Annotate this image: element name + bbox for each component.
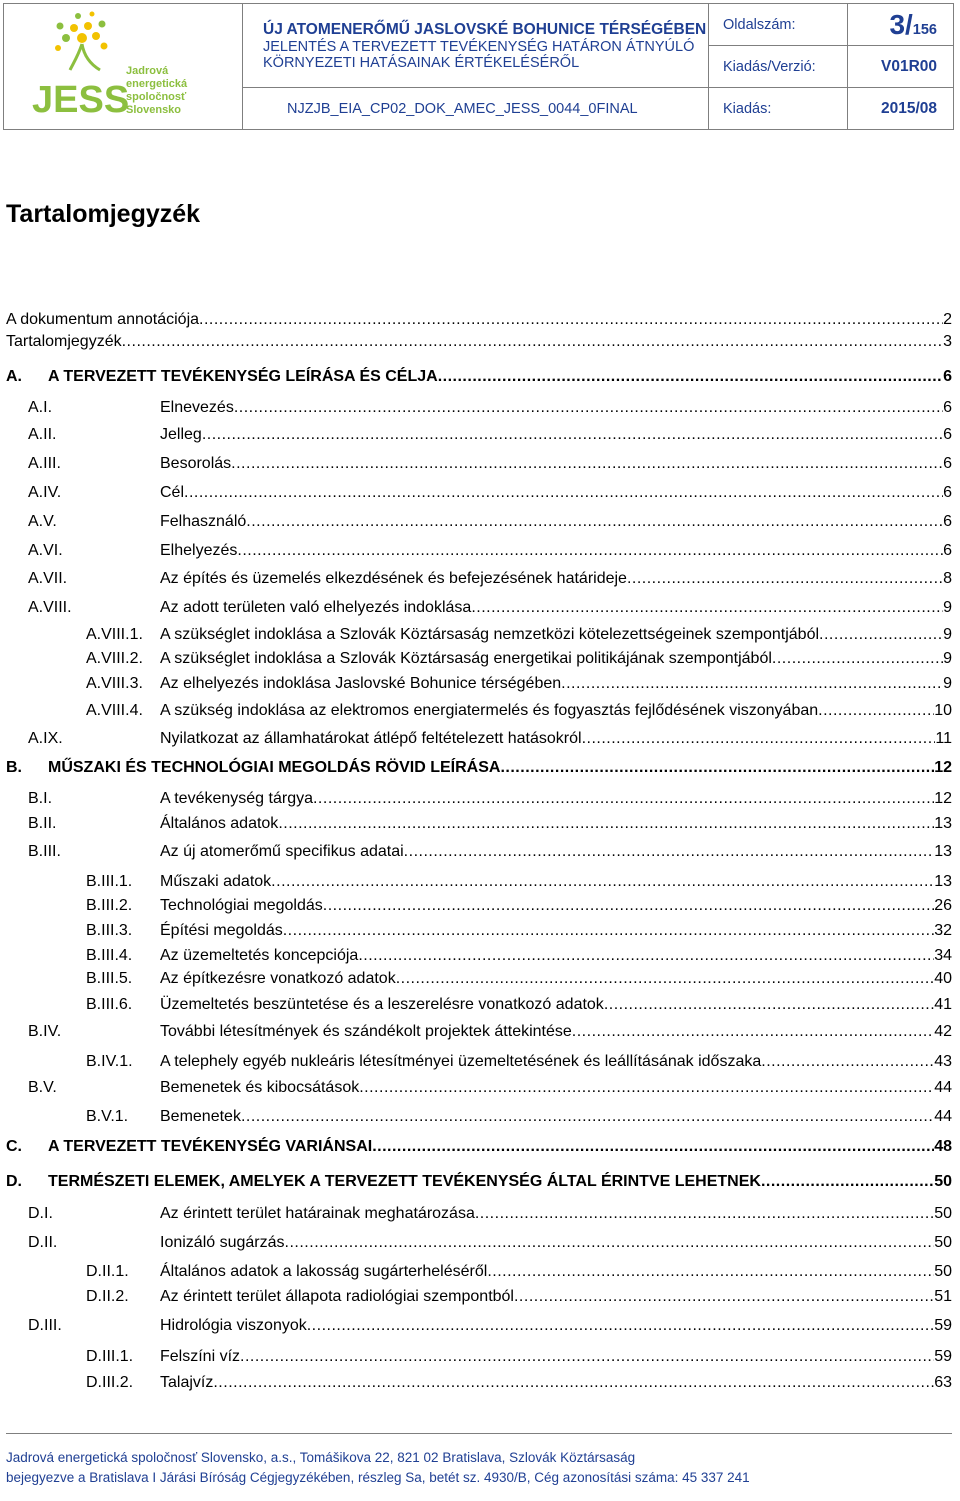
toc-entry-title: Az üzemeltetés koncepciója: [160, 947, 359, 964]
toc-entry-number: A.I.: [28, 399, 53, 416]
toc-entry-title: Bemenetek: [160, 1108, 241, 1125]
toc-entry-title: A TERVEZETT TEVÉKENYSÉG VARIÁNSAI: [48, 1138, 373, 1155]
toc-entry-number: D.: [6, 1173, 22, 1190]
toc-dot-leader: [500, 759, 934, 777]
toc-entry-page: 48: [934, 1138, 952, 1155]
toc-entry-title: Műszaki adatok: [160, 873, 272, 890]
toc-entry-number: B.III.3.: [86, 922, 133, 939]
toc-entry[interactable]: [86, 873, 952, 895]
logo-wordmark: [32, 65, 188, 121]
toc-entry-title: A telephely egyéb nukleáris létesítményei üzemeltetésének és leállításának időszaka: [160, 1053, 762, 1070]
toc-entry[interactable]: [28, 790, 952, 812]
page-label: Oldalszám:: [709, 4, 848, 46]
toc-entry[interactable]: [6, 333, 952, 355]
toc-dot-leader: [514, 1288, 934, 1306]
toc-entry-number: A.VI.: [28, 542, 63, 559]
toc-entry-number: D.II.: [28, 1234, 58, 1251]
toc-entry-number: A.VII.: [28, 570, 68, 587]
toc-entry-number: A.: [6, 368, 22, 385]
toc-dot-leader: [471, 599, 943, 617]
toc-dot-leader: [234, 399, 943, 417]
toc-entry-title: Nyilatkozat az államhatárokat átlépő feltételezett hatásokról: [160, 730, 582, 747]
document-code: NJZJB_EIA_CP02_DOK_AMEC_JESS_0044_0FINAL: [243, 88, 709, 130]
page-number: 3/156: [848, 4, 954, 46]
toc-entry-title: Felhasználó: [160, 513, 247, 530]
toc-entry[interactable]: [6, 311, 952, 333]
toc-entry-title: A szükséglet indoklása a Szlovák Köztársaság nemzetközi kötelezettségeinek szempontjából: [160, 626, 820, 643]
toc-entry-page: 59: [934, 1348, 952, 1365]
toc-entry[interactable]: [28, 1205, 952, 1227]
toc-entry[interactable]: [86, 970, 952, 992]
toc-entry-number: A.VIII.1.: [86, 626, 143, 643]
toc-entry-page: 12: [934, 790, 952, 807]
toc-dot-leader: [372, 1138, 934, 1156]
toc-entry-page: 9: [943, 626, 952, 643]
toc-entry-number: A.VIII.2.: [86, 650, 143, 667]
toc-entry-number: C.: [6, 1138, 22, 1155]
toc-entry-number: B.III.: [28, 843, 61, 860]
toc-entry-title: Az érintett terület állapota radiológiai szempontból: [160, 1288, 514, 1305]
toc-dot-leader: [404, 843, 935, 861]
revision-value: V01R00: [848, 46, 954, 88]
toc-entry-number: A.III.: [28, 455, 61, 472]
toc-entry-number: A.VIII.: [28, 599, 72, 616]
toc-dot-leader: [396, 970, 935, 988]
toc-entry[interactable]: [28, 730, 952, 752]
toc-entry[interactable]: [28, 1023, 952, 1045]
toc-entry-number: B.III.4.: [86, 947, 133, 964]
toc-entry-number: B.III.6.: [86, 996, 133, 1013]
toc-entry-page: 2: [943, 311, 952, 328]
toc-dot-leader: [184, 484, 943, 502]
toc-entry-number: B.IV.: [28, 1023, 62, 1040]
toc-entry-title: A TERVEZETT TEVÉKENYSÉG LEÍRÁSA ÉS CÉLJA: [48, 368, 438, 385]
toc-entry[interactable]: [28, 542, 952, 564]
toc-dot-leader: [240, 1348, 934, 1366]
toc-entry-number: D.III.1.: [86, 1348, 134, 1365]
toc-entry[interactable]: [28, 815, 952, 837]
toc-dot-leader: [278, 815, 934, 833]
toc-entry[interactable]: [86, 1108, 952, 1130]
logo-cell: [4, 4, 243, 130]
toc-entry[interactable]: [6, 368, 952, 390]
toc-dot-leader: [561, 675, 943, 693]
report-title-line2: JELENTÉS A TERVEZETT TEVÉKENYSÉG HATÁRON ÁTNYÚLÓ: [263, 38, 695, 55]
toc-entry-page: 34: [934, 947, 952, 964]
toc-entry-title: Tartalomjegyzék: [6, 333, 122, 350]
toc-entry-page: 13: [934, 815, 952, 832]
toc-entry-page: 6: [943, 455, 952, 472]
toc-entry-number: D.III.2.: [86, 1374, 134, 1391]
toc-entry-title: További létesítmények és szándékolt projektek áttekintése: [160, 1023, 572, 1040]
toc-entry-page: 10: [934, 702, 952, 719]
toc-dot-leader: [285, 1234, 935, 1252]
svg-text:Slovensko: Slovensko: [126, 104, 182, 116]
svg-text:spoločnosť: spoločnosť: [126, 91, 187, 103]
toc-dot-leader: [761, 1053, 934, 1071]
toc-entry-number: B.V.1.: [86, 1108, 129, 1125]
toc-entry[interactable]: [86, 1053, 952, 1075]
toc-entry-page: 8: [943, 570, 952, 587]
footer-address: Jadrová energetická spoločnosť Slovensko, a.s., Tomášikova 22, 821 02 Bratislava, Szlovák Köztársaság: [6, 1450, 636, 1465]
toc-entry-title: Az érintett terület határainak meghatározása: [160, 1205, 475, 1222]
toc-entry-number: B.: [6, 759, 22, 776]
toc-entry-title: Elnevezés: [160, 399, 234, 416]
toc-entry-page: 6: [943, 513, 952, 530]
toc-entry-page: 40: [934, 970, 952, 987]
toc-entry-page: 6: [943, 368, 952, 385]
toc-entry-number: B.II.: [28, 815, 57, 832]
toc-entry[interactable]: [86, 1288, 952, 1310]
page-footer: [6, 1433, 952, 1488]
toc-dot-leader: [772, 650, 943, 668]
toc-dot-leader: [572, 1023, 934, 1041]
toc-entry-page: 41: [934, 996, 952, 1013]
toc-entry[interactable]: [6, 1173, 952, 1195]
toc-entry-page: 9: [943, 675, 952, 692]
toc-entry[interactable]: [28, 455, 952, 477]
toc-entry[interactable]: [28, 1317, 952, 1339]
toc-entry[interactable]: [86, 996, 952, 1018]
toc-dot-leader: [487, 1263, 934, 1281]
issue-date: 2015/08: [848, 88, 954, 130]
toc-dot-leader: [359, 1079, 934, 1097]
toc-entry-title: Technológiai megoldás: [160, 897, 323, 914]
toc-entry-page: 50: [934, 1263, 952, 1280]
toc-entry-title: Üzemeltetés beszüntetése és a leszerelésre vonatkozó adatok: [160, 996, 604, 1013]
toc-entry-page: 50: [934, 1234, 952, 1251]
toc-entry-number: A.IX.: [28, 730, 63, 747]
toc-entry[interactable]: [28, 570, 952, 592]
toc-entry-title: Általános adatok: [160, 815, 279, 832]
toc-dot-leader: [818, 702, 934, 720]
toc-entry-page: 59: [934, 1317, 952, 1334]
toc-dot-leader: [307, 1317, 934, 1335]
toc-entry-title: Az építkezésre vonatkozó adatok: [160, 970, 396, 987]
toc-entry-page: 43: [934, 1053, 952, 1070]
toc-dot-leader: [313, 790, 934, 808]
toc-dot-leader: [202, 426, 943, 444]
toc-entry[interactable]: [28, 426, 952, 448]
toc-entry-number: A.V.: [28, 513, 57, 530]
toc-entry[interactable]: [6, 1138, 952, 1160]
toc-dot-leader: [246, 513, 943, 531]
toc-entry-title: Felszíni víz: [160, 1348, 241, 1365]
toc-dot-leader: [475, 1205, 934, 1223]
toc-entry-title: Hidrológia viszonyok: [160, 1317, 307, 1334]
toc-entry[interactable]: [28, 1234, 952, 1256]
toc-entry-page: 6: [943, 542, 952, 559]
toc-entry-title: Bemenetek és kibocsátások: [160, 1079, 360, 1096]
toc-entry-title: Jelleg: [160, 426, 202, 443]
report-title-line3: KÖRNYEZETI HATÁSAINAK ÉRTÉKELÉSÉRŐL: [263, 54, 580, 71]
toc-dot-leader: [271, 873, 934, 891]
toc-dot-leader: [582, 730, 936, 748]
toc-entry[interactable]: [86, 650, 952, 672]
toc-entry-number: D.II.1.: [86, 1263, 129, 1280]
toc-entry-page: 44: [934, 1108, 952, 1125]
toc-entry-page: 51: [934, 1288, 952, 1305]
toc-entry-page: 26: [934, 897, 952, 914]
toc-dot-leader: [761, 1173, 934, 1191]
toc-entry-page: 11: [935, 730, 952, 747]
issue-label: Kiadás:: [709, 88, 848, 130]
toc-entry[interactable]: [28, 484, 952, 506]
toc-entry-title: Talajvíz: [160, 1374, 214, 1391]
toc-entry-number: A.II.: [28, 426, 57, 443]
svg-text:JESS: JESS: [32, 79, 130, 121]
toc-entry[interactable]: [86, 626, 952, 648]
report-title-cell: [243, 4, 709, 88]
toc-entry-page: 13: [934, 843, 952, 860]
toc-entry-page: 13: [934, 873, 952, 890]
toc-entry-number: B.III.1.: [86, 873, 133, 890]
toc-entry-page: 32: [934, 922, 952, 939]
toc-entry-number: A.IV.: [28, 484, 62, 501]
footer-registration: bejegyezve a Bratislava I Járási Bíróság Cégjegyzékében, részleg Sa, betét sz. 4930/B, Cég azonosítási száma: 45 337 241: [6, 1470, 750, 1485]
toc-entry-title: Ionizáló sugárzás: [160, 1234, 285, 1251]
svg-text:Jadrová: Jadrová: [126, 65, 169, 77]
toc-entry-title: Elhelyezés: [160, 542, 238, 559]
toc-entry-number: D.III.: [28, 1317, 62, 1334]
toc-dot-leader: [604, 996, 934, 1014]
toc-entry-number: B.III.5.: [86, 970, 133, 987]
svg-text:energetická: energetická: [126, 78, 188, 90]
toc-dot-leader: [358, 947, 934, 965]
toc-entry-number: B.III.2.: [86, 897, 133, 914]
toc-entry[interactable]: [28, 513, 952, 535]
toc-entry[interactable]: [86, 897, 952, 919]
toc-entry[interactable]: [86, 1263, 952, 1285]
revision-label: Kiadás/Verzió:: [709, 46, 848, 88]
toc-entry-number: B.V.: [28, 1079, 57, 1096]
toc-entry[interactable]: [6, 759, 952, 781]
toc-entry-number: D.II.2.: [86, 1288, 129, 1305]
toc-entry-page: 3: [943, 333, 952, 350]
toc-entry-title: Az elhelyezés indoklása Jaslovské Bohunice térségében: [160, 675, 562, 692]
toc-entry[interactable]: [86, 947, 952, 969]
toc-dot-leader: [438, 368, 943, 386]
toc-dot-leader: [819, 626, 943, 644]
toc-entry[interactable]: [28, 599, 952, 621]
toc-entry[interactable]: [86, 702, 952, 724]
toc-entry-page: 12: [934, 759, 952, 776]
toc-entry[interactable]: [28, 1079, 952, 1101]
toc-entry-page: 42: [934, 1023, 952, 1040]
jess-logo: [4, 4, 234, 124]
toc-dot-leader: [627, 570, 943, 588]
toc-entry-page: 50: [934, 1205, 952, 1222]
logo-tree-icon: [55, 12, 108, 71]
toc-dot-leader: [237, 542, 943, 560]
document-header: [3, 3, 954, 130]
toc-entry-title: A szükség indoklása az elektromos energiatermelés és fogyasztás fejlődésének viszonyában: [160, 702, 819, 719]
toc-entry-page: 50: [934, 1173, 952, 1190]
report-title-line1: ÚJ ATOMENERŐMŰ JASLOVSKÉ BOHUNICE TÉRSÉGÉBEN: [263, 20, 707, 38]
toc-entry-page: 63: [934, 1374, 952, 1391]
toc-entry-page: 9: [943, 650, 952, 667]
toc-dot-leader: [283, 922, 934, 940]
toc-entry[interactable]: [86, 1348, 952, 1370]
toc-entry[interactable]: [86, 922, 952, 944]
toc-entry-number: B.I.: [28, 790, 53, 807]
page-title: Tartalomjegyzék: [6, 200, 201, 228]
toc-dot-leader: [231, 455, 943, 473]
toc-entry-page: 9: [943, 599, 952, 616]
toc-entry-page: 44: [934, 1079, 952, 1096]
toc-dot-leader: [241, 1108, 934, 1126]
toc-dot-leader: [323, 897, 934, 915]
toc-entry-title: Az adott területen való elhelyezés indoklása: [160, 599, 472, 616]
toc-entry-page: 6: [943, 484, 952, 501]
toc-entry[interactable]: [28, 843, 952, 865]
toc-entry-title: MŰSZAKI ÉS TECHNOLÓGIAI MEGOLDÁS RÖVID LEÍRÁSA: [48, 759, 501, 776]
toc-dot-leader: [122, 333, 943, 351]
toc-entry-number: D.I.: [28, 1205, 53, 1222]
toc-entry-title: Az építés és üzemelés elkezdésének és befejezésének határideje: [160, 570, 627, 587]
toc-dot-leader: [199, 311, 943, 329]
toc-entry[interactable]: [28, 399, 952, 421]
toc-entry-title: A dokumentum annotációja: [6, 311, 200, 328]
toc-entry-title: Építési megoldás: [160, 922, 283, 939]
toc-entry-title: A tevékenység tárgya: [160, 790, 313, 807]
toc-entry-number: A.VIII.3.: [86, 675, 143, 692]
toc-entry-title: A szükséglet indoklása a Szlovák Köztársaság energetikai politikájának szempontjából: [160, 650, 772, 667]
toc-entry[interactable]: [86, 675, 952, 697]
toc-entry-page: 6: [943, 426, 952, 443]
toc-entry-title: Besorolás: [160, 455, 232, 472]
toc-entry-title: Az új atomerőmű specifikus adatai: [160, 843, 404, 860]
toc-entry-number: B.IV.1.: [86, 1053, 133, 1070]
toc-entry-page: 6: [943, 399, 952, 416]
toc-entry-title: TERMÉSZETI ELEMEK, AMELYEK A TERVEZETT TEVÉKENYSÉG ÁLTAL ÉRINTVE LEHETNEK: [48, 1173, 761, 1190]
toc-entry[interactable]: [86, 1374, 952, 1396]
toc-entry-title: Cél: [160, 484, 185, 501]
toc-entry-title: Általános adatok a lakosság sugárterheléséről: [160, 1263, 488, 1280]
toc-entry-number: A.VIII.4.: [86, 702, 143, 719]
toc-dot-leader: [213, 1374, 934, 1392]
